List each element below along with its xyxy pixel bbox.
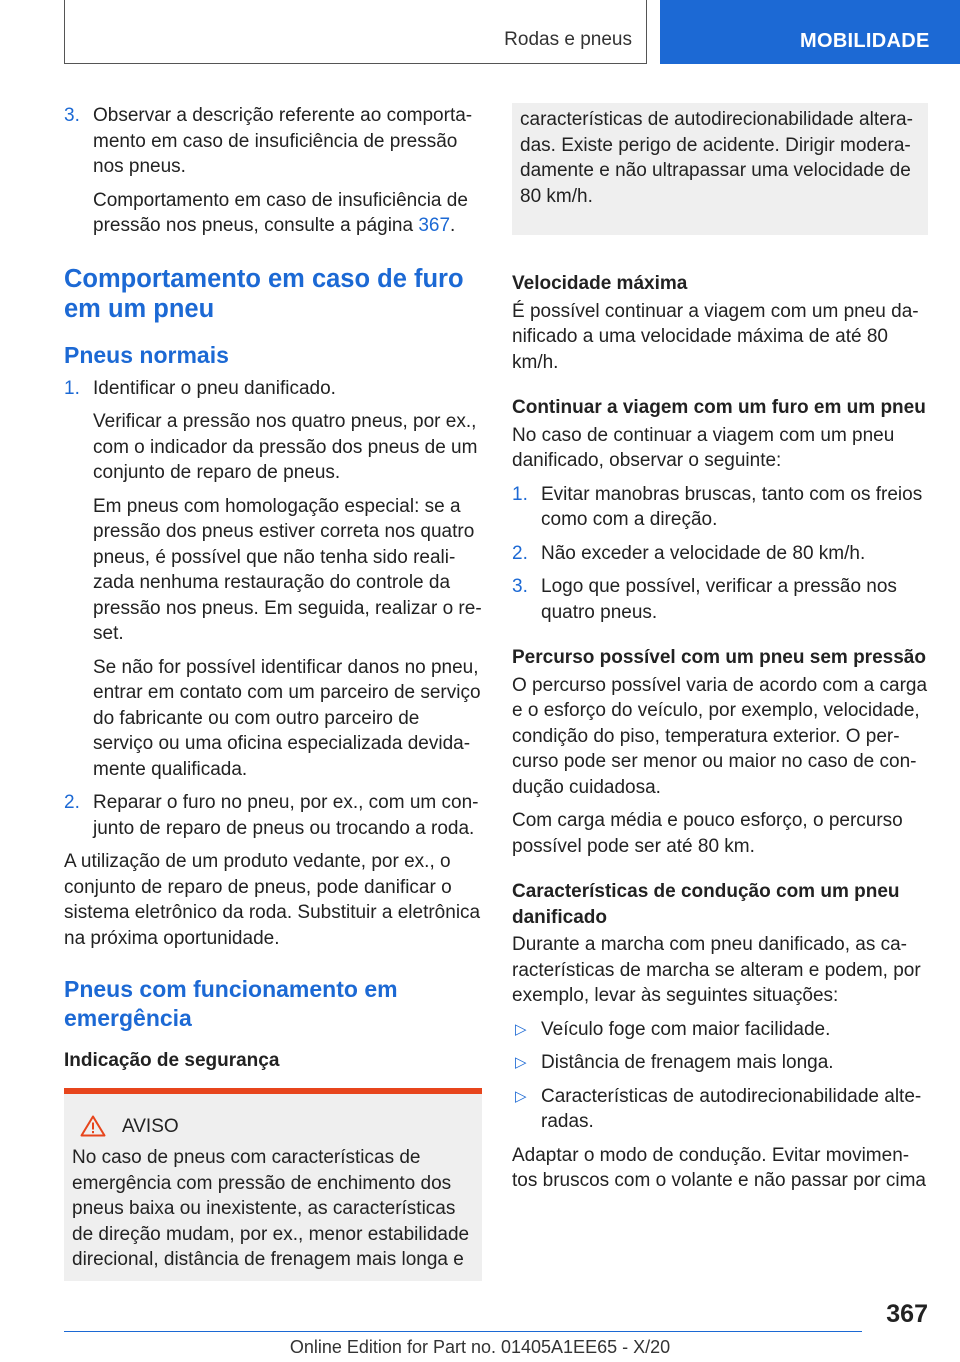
section-heading: Comportamento em caso de furo em um pneu [64, 264, 464, 323]
header-section-box [64, 0, 647, 64]
page-link[interactable]: 367 [418, 215, 451, 236]
body-paragraph: É possível continuar a viagem com um pneu danificado a uma velocidade máxima de até 80 km/h. [512, 300, 919, 373]
list-subtext: Se não for possível identificar danos no pneu, entrar em contato com um parceiro de serviço do fabricante ou com outro parceiro de serviço ou uma oficina especializada devidamente qualificada. [93, 656, 481, 780]
bullet-text: Veículo foge com maior facilidade. [541, 1018, 831, 1040]
triangle-bullet-icon: ▷ [515, 1054, 527, 1071]
body-paragraph: O percurso possível varia de acordo com a carga e o esforço do veículo, por exemplo, velocidade, condição do piso, temperatura exterior. O percurso pode ser menor ou maior no caso de condução cuidadosa. [512, 674, 928, 798]
list-text: Identificar o pneu danificado. [93, 377, 336, 399]
heading-caracteristicas-conducao: Características de condução com um pneu danificado [512, 881, 900, 928]
footer-edition: Online Edition for Part no. 01405A1EE65 - X/20 [289, 1337, 671, 1357]
warning-box [64, 1088, 482, 1281]
list-subtext: Em pneus com homologação especial: se a pressão dos pneus estiver correta nos quatro pneus, é possível que não tenha sido realizada nenhuma restauração do controle da pressão nos pneus. Em seguida, realizar o reset. [93, 495, 482, 644]
warning-title: AVISO [122, 1115, 179, 1137]
list-item [64, 103, 482, 180]
list-item [512, 574, 928, 625]
subsection-heading-pneus-normais: Pneus normais [64, 341, 229, 368]
body-paragraph: Durante a marcha com pneu danificado, as características de marcha se alteram e podem, por exemplo, levar às seguintes situações: [512, 934, 921, 1006]
list-number: 3. [64, 105, 80, 126]
warning-text-continued: características de autodirecionabilidade alteradas. Existe perigo de acidente. Dirigir moderadamente e não ultrapassar uma velocidade de 80 km/h. [520, 109, 913, 207]
list-subtext: Verificar a pressão nos quatro pneus, por ex., com o indicador da pressão dos pneus de um conjunto de reparo de pneus. [93, 411, 478, 483]
list-number: 3. [512, 576, 528, 597]
list-number: 1. [64, 377, 80, 399]
safety-heading: Indicação de segurança [64, 1050, 280, 1071]
page-number: 367 [886, 1300, 928, 1328]
left-column [64, 103, 482, 1281]
body-paragraph: Com carga média e pouco esforço, o percurso possível pode ser até 80 km. [512, 810, 903, 857]
right-column [512, 103, 928, 1202]
header-chapter-tab: MOBILIDADE [660, 0, 960, 64]
body-paragraph: A utilização de um produto vedante, por ex., o conjunto de reparo de pneus, pode danificar o sistema eletrônico da roda. Substituir a eletrônica na próxima oportunidade. [64, 851, 481, 949]
heading-percurso-possivel: Percurso possível com um pneu sem pressão [512, 647, 926, 668]
body-paragraph: Adaptar o modo de condução. Evitar movimentos bruscos com o volante e não passar por cima [512, 1144, 926, 1191]
list-text: Não exceder a velocidade de 80 km/h. [541, 542, 866, 564]
warning-box-continued [512, 103, 928, 235]
subsection-heading-emergencia: Pneus com funcionamento em emergência [64, 976, 398, 1031]
list-number: 1. [512, 483, 528, 505]
warning-text: No caso de pneus com características de emergência com pressão de enchimento dos pneus baixa ou inexistente, as características de direção mudam, por ex., menor estabilidade direcional, distância de frenagem mais longa e [72, 1147, 470, 1270]
bullet-item [512, 1084, 928, 1135]
warning-triangle-icon [80, 1115, 106, 1137]
bullet-text: Características de autodirecionabilidade alteradas. [541, 1085, 922, 1132]
list-item [512, 482, 928, 533]
body-paragraph: No caso de continuar a viagem com um pneu danificado, observar o seguinte: [512, 424, 895, 471]
triangle-bullet-icon: ▷ [515, 1020, 527, 1038]
list-text: Evitar manobras bruscas, tanto com os freios como com a direção. [541, 483, 923, 530]
list-text: Logo que possível, verificar a pressão nos quatro pneus. [541, 576, 897, 623]
footer-divider [64, 1331, 862, 1332]
list-subtext: Comportamento em caso de insuficiência de pressão nos pneus, consulte a página 367. [93, 189, 468, 236]
list-item [512, 541, 928, 567]
warning-header [72, 1114, 474, 1140]
list-text: Observar a descrição referente ao comportamento em caso de insuficiência de pressão nos pneus. [93, 105, 473, 177]
list-number: 2. [512, 542, 528, 564]
heading-velocidade-maxima: Velocidade máxima [512, 273, 688, 294]
triangle-bullet-icon: ▷ [515, 1087, 527, 1105]
list-number: 2. [64, 792, 80, 813]
list-item [64, 790, 482, 841]
bullet-item [512, 1050, 928, 1076]
bullet-item [512, 1017, 928, 1043]
header-section-title: Rodas e pneus [504, 29, 632, 50]
list-text: Reparar o furo no pneu, por ex., com um conjunto de reparo de pneus ou trocando a roda. [93, 792, 479, 839]
list-item [64, 376, 482, 402]
heading-continuar-viagem: Continuar a viagem com um furo em um pneu [512, 397, 926, 418]
bullet-text: Distância de frenagem mais longa. [541, 1052, 834, 1073]
